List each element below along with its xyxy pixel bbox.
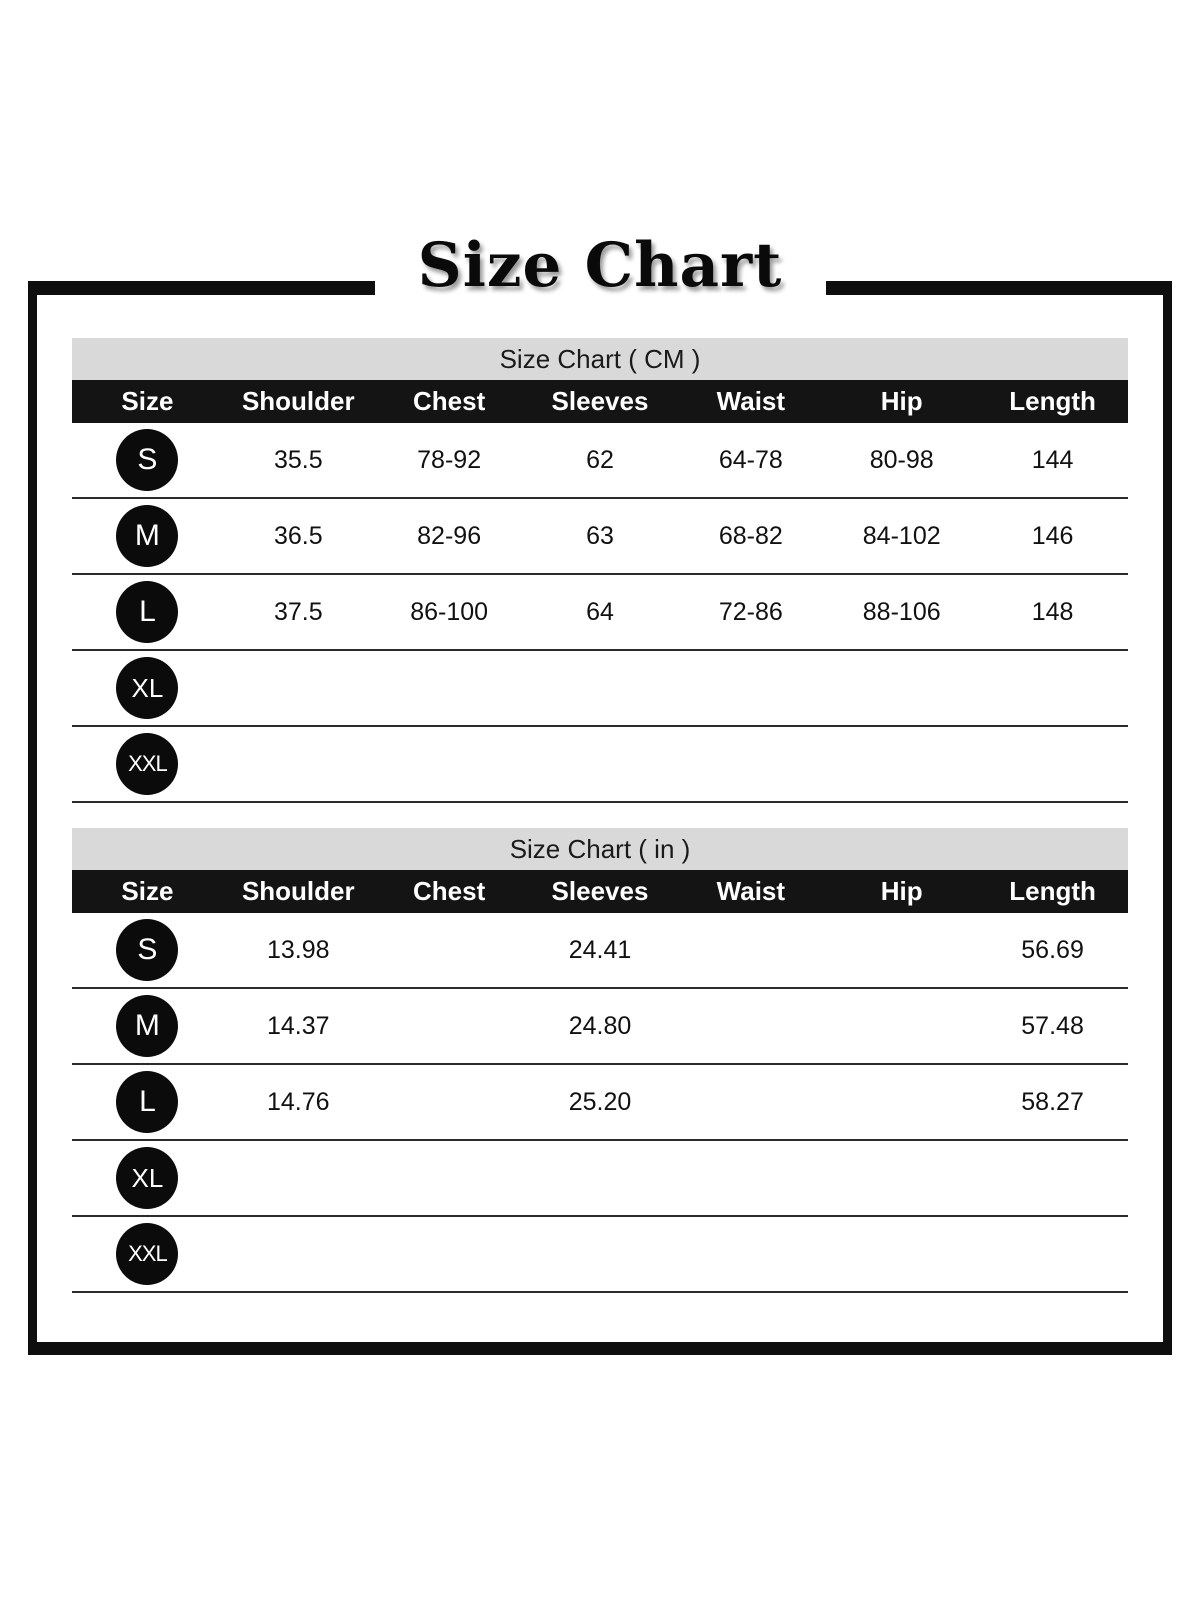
table-cell <box>826 688 977 689</box>
size-table-in <box>72 828 1128 1293</box>
table-cell: 72-86 <box>718 597 783 626</box>
table-cell <box>525 764 676 765</box>
column-header-shoulder: Shoulder <box>241 386 355 416</box>
table-header-row <box>72 870 1128 913</box>
table-cell: 86-100 <box>410 597 489 626</box>
table-cell <box>675 1178 826 1179</box>
size-cell <box>72 505 223 567</box>
column-header-length: Length <box>1009 876 1096 906</box>
size-badge: M <box>116 505 178 567</box>
table-row-size-xxl <box>72 727 1128 803</box>
table-cell: 35.5 <box>273 445 323 474</box>
size-badge: S <box>116 919 178 981</box>
table-cell <box>826 1254 977 1255</box>
table-cell: 144 <box>1031 445 1074 474</box>
table-cell: 64 <box>586 597 614 626</box>
table-cell <box>977 1254 1128 1255</box>
table-cell <box>374 1026 525 1027</box>
table-cell <box>675 764 826 765</box>
table-cell: 24.80 <box>568 1011 632 1040</box>
table-cell: 146 <box>1031 521 1074 550</box>
table-cell <box>374 950 525 951</box>
table-cell: 13.98 <box>266 935 330 964</box>
table-row-size-s <box>72 913 1128 989</box>
table-cell <box>826 950 977 951</box>
column-header-shoulder: Shoulder <box>241 876 355 906</box>
table-cell <box>374 688 525 689</box>
size-cell <box>72 581 223 643</box>
table-cell: 88-106 <box>862 597 941 626</box>
table-cell <box>374 1178 525 1179</box>
size-badge: M <box>116 995 178 1057</box>
table-header-row <box>72 380 1128 423</box>
table-cell: 82-96 <box>417 521 482 550</box>
table-body <box>72 913 1128 1293</box>
table-cell <box>826 1026 977 1027</box>
size-badge: S <box>116 429 178 491</box>
size-cell <box>72 995 223 1057</box>
table-cell <box>525 1254 676 1255</box>
table-row-size-xl <box>72 651 1128 727</box>
table-cell <box>977 688 1128 689</box>
table-cell: 25.20 <box>568 1087 632 1116</box>
table-cell: 62 <box>586 445 614 474</box>
column-header-sleeves: Sleeves <box>551 876 649 906</box>
size-badge: L <box>116 1071 178 1133</box>
size-cell <box>72 919 223 981</box>
column-header-chest: Chest <box>413 876 486 906</box>
table-body <box>72 423 1128 803</box>
column-header-size: Size <box>121 876 174 906</box>
table-cell <box>826 1102 977 1103</box>
size-cell <box>72 1147 223 1209</box>
table-caption: Size Chart ( CM ) <box>72 338 1128 380</box>
table-cell <box>223 1178 374 1179</box>
table-cell: 80-98 <box>869 445 934 474</box>
page-title: Size Chart <box>417 230 783 301</box>
table-cell: 37.5 <box>273 597 323 626</box>
table-cell <box>525 688 676 689</box>
size-cell <box>72 733 223 795</box>
size-badge: XL <box>116 1147 178 1209</box>
table-cell <box>675 688 826 689</box>
table-cell <box>223 764 374 765</box>
table-cell: 64-78 <box>718 445 783 474</box>
size-badge: XXL <box>116 733 178 795</box>
size-cell <box>72 1071 223 1133</box>
size-cell <box>72 1223 223 1285</box>
table-cell: 58.27 <box>1021 1087 1084 1116</box>
table-cell <box>675 1026 826 1027</box>
table-cell: 14.37 <box>266 1011 330 1040</box>
table-cell <box>977 764 1128 765</box>
size-table-cm <box>72 338 1128 803</box>
size-badge: XL <box>116 657 178 719</box>
table-row-size-xl <box>72 1141 1128 1217</box>
table-cell <box>223 688 374 689</box>
table-cell <box>977 1178 1128 1179</box>
column-header-size: Size <box>121 386 174 416</box>
table-row-size-xxl <box>72 1217 1128 1293</box>
table-cell: 63 <box>586 521 614 550</box>
table-row-size-s <box>72 423 1128 499</box>
size-cell <box>72 657 223 719</box>
table-cell: 57.48 <box>1021 1011 1084 1040</box>
column-header-waist: Waist <box>716 876 786 906</box>
table-row-size-m <box>72 989 1128 1065</box>
column-header-waist: Waist <box>716 386 786 416</box>
table-cell: 68-82 <box>718 521 783 550</box>
column-header-sleeves: Sleeves <box>551 386 649 416</box>
size-cell <box>72 429 223 491</box>
table-cell: 24.41 <box>568 935 632 964</box>
table-row-size-l <box>72 1065 1128 1141</box>
table-cell <box>675 1254 826 1255</box>
table-cell <box>826 764 977 765</box>
table-cell <box>525 1178 676 1179</box>
column-header-hip: Hip <box>880 876 923 906</box>
table-caption: Size Chart ( in ) <box>72 828 1128 870</box>
table-cell <box>675 950 826 951</box>
size-badge: XXL <box>116 1223 178 1285</box>
size-badge: L <box>116 581 178 643</box>
table-cell <box>374 1102 525 1103</box>
table-cell <box>223 1254 374 1255</box>
table-cell: 36.5 <box>273 521 323 550</box>
column-header-chest: Chest <box>413 386 486 416</box>
table-cell: 148 <box>1031 597 1074 626</box>
table-cell <box>374 1254 525 1255</box>
table-cell: 56.69 <box>1021 935 1084 964</box>
table-cell <box>675 1102 826 1103</box>
table-cell <box>826 1178 977 1179</box>
table-cell <box>374 764 525 765</box>
table-row-size-m <box>72 499 1128 575</box>
column-header-length: Length <box>1009 386 1096 416</box>
column-header-hip: Hip <box>880 386 923 416</box>
table-cell: 84-102 <box>862 521 941 550</box>
table-row-size-l <box>72 575 1128 651</box>
table-cell: 78-92 <box>417 445 482 474</box>
table-cell: 14.76 <box>266 1087 330 1116</box>
